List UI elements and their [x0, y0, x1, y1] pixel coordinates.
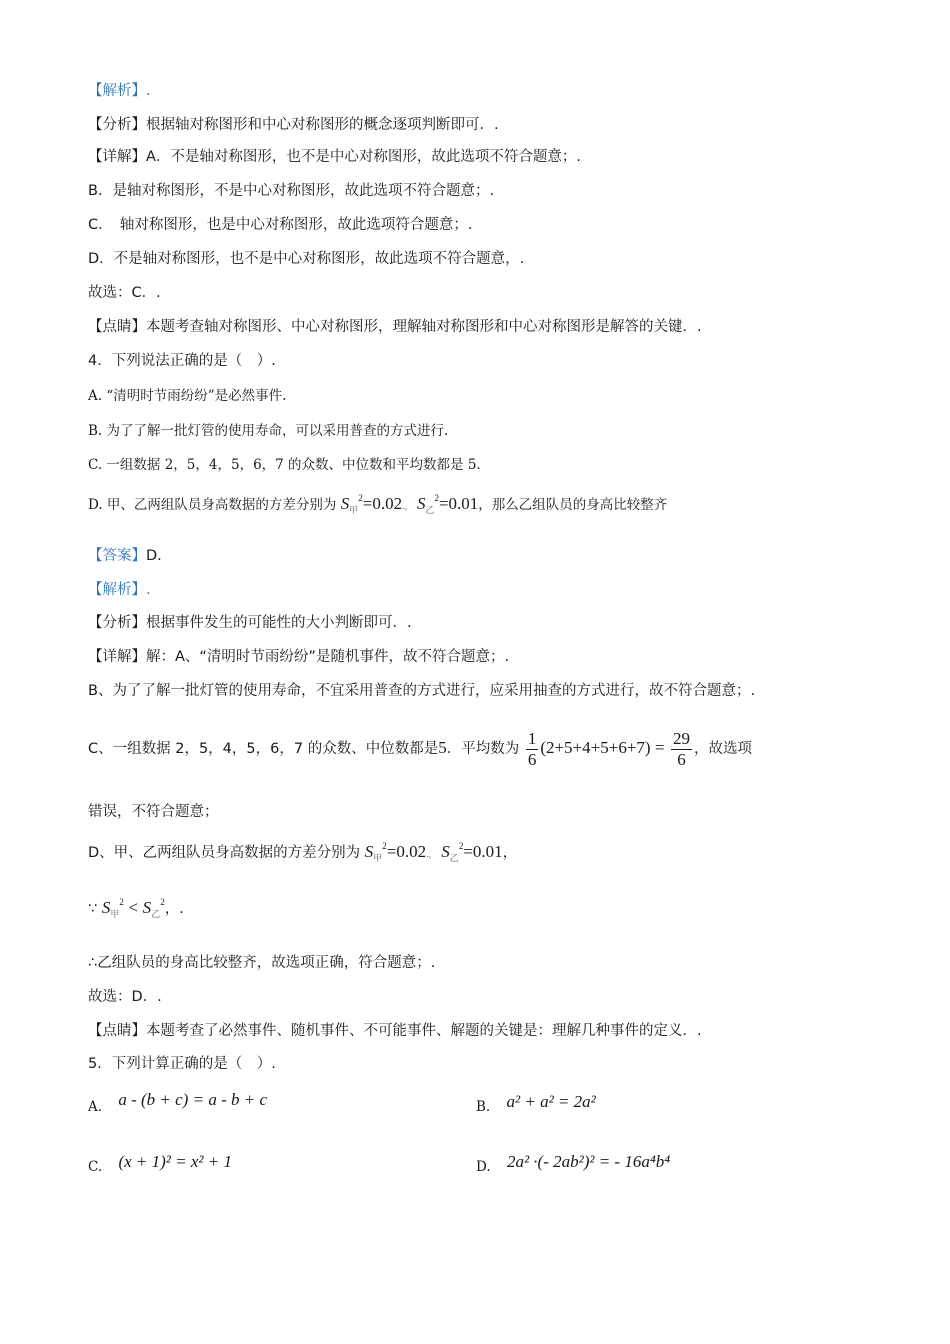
q3-fenxi [88, 115, 499, 135]
q4-because: ∵ $S_甲^2 < S_乙^2$，. [88, 897, 184, 919]
q4-jiexi: 【解析】. [88, 582, 151, 598]
q4-option-d: D. 甲、乙两组队员身高数据的方差分别为 $S_甲^2=0.02$.， $S_乙^2=0.01$，那么乙组队员的身高比较整齐 [88, 493, 668, 515]
jiexi-heading: 【解析】. [88, 83, 151, 99]
q5-option-d: D. 2a² ·(- 2ab²)² = - 16a⁴b⁴ [476, 1152, 671, 1175]
variance-jia-value: =0.02 [362, 494, 403, 513]
q5-option-a: A. a - (b + c) = a - b + c [88, 1090, 267, 1115]
q4-dianjing: 【点睛】本题考查了必然事件、随机事件、不可能事件、解题的关键是：理解几种事件的定义．. [88, 1023, 702, 1039]
variance-jia: $S_甲^2$ [340, 493, 363, 515]
variance-yi-value: =0.01 [438, 494, 479, 513]
q4-detail-c-cont: 错误，不符合题意； [88, 804, 219, 820]
q4-detail-b: B、为了了解一批灯管的使用寿命，不宜采用普查的方式进行，应采用抽查的方式进行，故不符合题意；. [88, 683, 756, 699]
option-d-lead: D. 甲、乙两组队员身高数据的方差分别为 [88, 497, 337, 513]
q5-option-b: B. a² + a² = 2a² [476, 1092, 596, 1115]
q5-option-c: C. (x + 1)² = x² + 1 [88, 1152, 232, 1175]
mode-value: 5 [438, 738, 447, 757]
q4-xiangjie: 【详解】解：A、“清明时节雨纷纷”是随机事件，故不符合题意；. [88, 649, 510, 665]
xiangjie-tag: 【详解】 [88, 149, 146, 165]
answer-value: D. [146, 548, 162, 564]
q4-option-b: B. 为了了解一批灯管的使用寿命，可以采用普查的方式进行. [88, 423, 449, 439]
q3-conclusion: 故选：C．. [88, 285, 161, 301]
q4-conclusion: 故选：D．. [88, 989, 162, 1005]
dianjing-text: 本题考查轴对称图形、中心对称图形，理解轴对称图形和中心对称图形是解答的关键．. [146, 319, 702, 335]
q4-option-a: A. “清明时节雨纷纷”是必然事件. [88, 388, 287, 404]
q4-stem: 4．下列说法正确的是（ ）. [88, 353, 276, 369]
q4-answer [88, 546, 162, 566]
option-d-tail: ，那么乙组队员的身高比较整齐 [478, 497, 668, 513]
fraction-one-sixth: $\frac{1}{6}$ [527, 728, 537, 769]
q4-therefore: ∴乙组队员的身高比较整齐，故选项正确，符合题意；. [88, 955, 436, 971]
q5-stem: 5．下列计算正确的是（ ）. [88, 1056, 276, 1072]
q3-d: D．不是轴对称图形，也不是中心对称图形，故此选项不符合题意，. [88, 251, 525, 267]
fraction-result: $\frac{29}{6}$ [673, 728, 691, 769]
fenxi-text: 根据轴对称图形和中心对称图形的概念逐项判断即可．. [146, 117, 499, 133]
q4-detail-d: D、甲、乙两组队员身高数据的方差分别为 $S_甲^2=0.02$.， $S_乙^2=0.01$， [88, 841, 518, 863]
xiangjie-a: A．不是轴对称图形，也不是中心对称图形，故此选项不符合题意；. [146, 149, 582, 165]
q3-xiangjie [88, 147, 581, 167]
q3-dianjing [88, 317, 702, 337]
sum-expression: (2+5+4+5+6+7) = [540, 738, 665, 757]
q3-c: C． 轴对称图形，也是中心对称图形，故此选项符合题意；. [88, 217, 473, 233]
q3-b: B．是轴对称图形，不是中心对称图形，故此选项不符合题意；. [88, 183, 495, 199]
answer-tag: 【答案】 [88, 548, 146, 564]
variance-yi: $S_乙^2$ [416, 493, 439, 515]
fenxi-tag: 【分析】 [88, 117, 146, 133]
q4-detail-c: C、一组数据 2，5，4，5，6，7 的众数、中位数都是5．平均数为 $\frac{1}{6}$ (2+5+4+5+6+7) = $\frac{29}{6}$ ，故选项 [88, 728, 753, 769]
dianjing-tag: 【点睛】 [88, 319, 146, 335]
q4-fenxi: 【分析】根据事件发生的可能性的大小判断即可．. [88, 615, 412, 631]
q4-option-c: C. 一组数据 2，5，4，5，6，7 的众数、中位数和平均数都是 5. [88, 457, 481, 473]
